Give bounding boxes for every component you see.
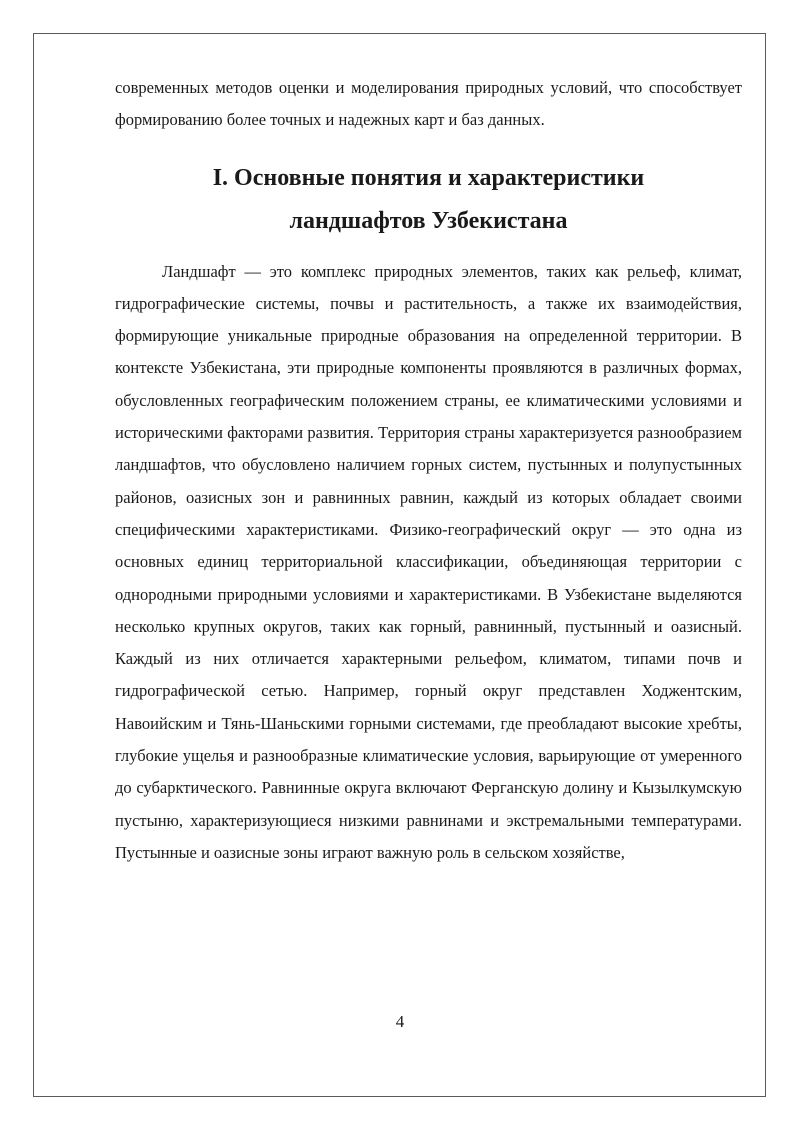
section-heading xyxy=(115,157,742,243)
section-heading-line-1: I. Основные понятия и характеристики xyxy=(212,164,645,191)
body-paragraph: Ландшафт — это комплекс природных элементов, таких как рельеф, климат, гидрографические системы, почвы и растительность, а также их взаимодействия, формирующие уникальные природные образования на определенной территории. В контексте Узбекистана, эти природные компоненты проявляются в различных формах, обусловленных географическим положением страны, ее климатическими условиями и историческими факторами развития. Территория страны характеризуется разнообразием ландшафтов, что обусловлено наличием горных систем, пустынных и полупустынных районов, оазисных зон и равнинных равнин, каждый из которых обладает своими специфическими характеристиками. Физико-географический округ — это одна из основных единиц территориальной классификации, объединяющая территории с однородными природными условиями и характеристиками. В Узбекистане выделяются несколько крупных округов, таких как горный, равнинный, пустынный и оазисный. Каждый из них отличается характерными рельефом, климатом, типами почв и гидрографической сетью. Например, горный округ представлен Ходжентским, Навоийским и Тянь-Шаньскими горными системами, где преобладают высокие хребты, глубокие ущелья и разнообразные климатические условия, варьирующие от умеренного до субарктического. Равнинные округа включают Ферганскую долину и Кызылкумскую пустыню, характеризующиеся низкими равнинами и экстремальными температурами. Пустынные и оазисные зоны играют важную роль в сельском хозяйстве, xyxy=(115,261,742,862)
section-heading-line-2: ландшафтов Узбекистана xyxy=(289,207,568,234)
intro-paragraph: современных методов оценки и моделирования природных условий, что способствует формированию более точных и надежных карт и баз данных. xyxy=(115,78,742,130)
page-number: 4 xyxy=(395,1012,405,1031)
page-content xyxy=(115,72,742,869)
